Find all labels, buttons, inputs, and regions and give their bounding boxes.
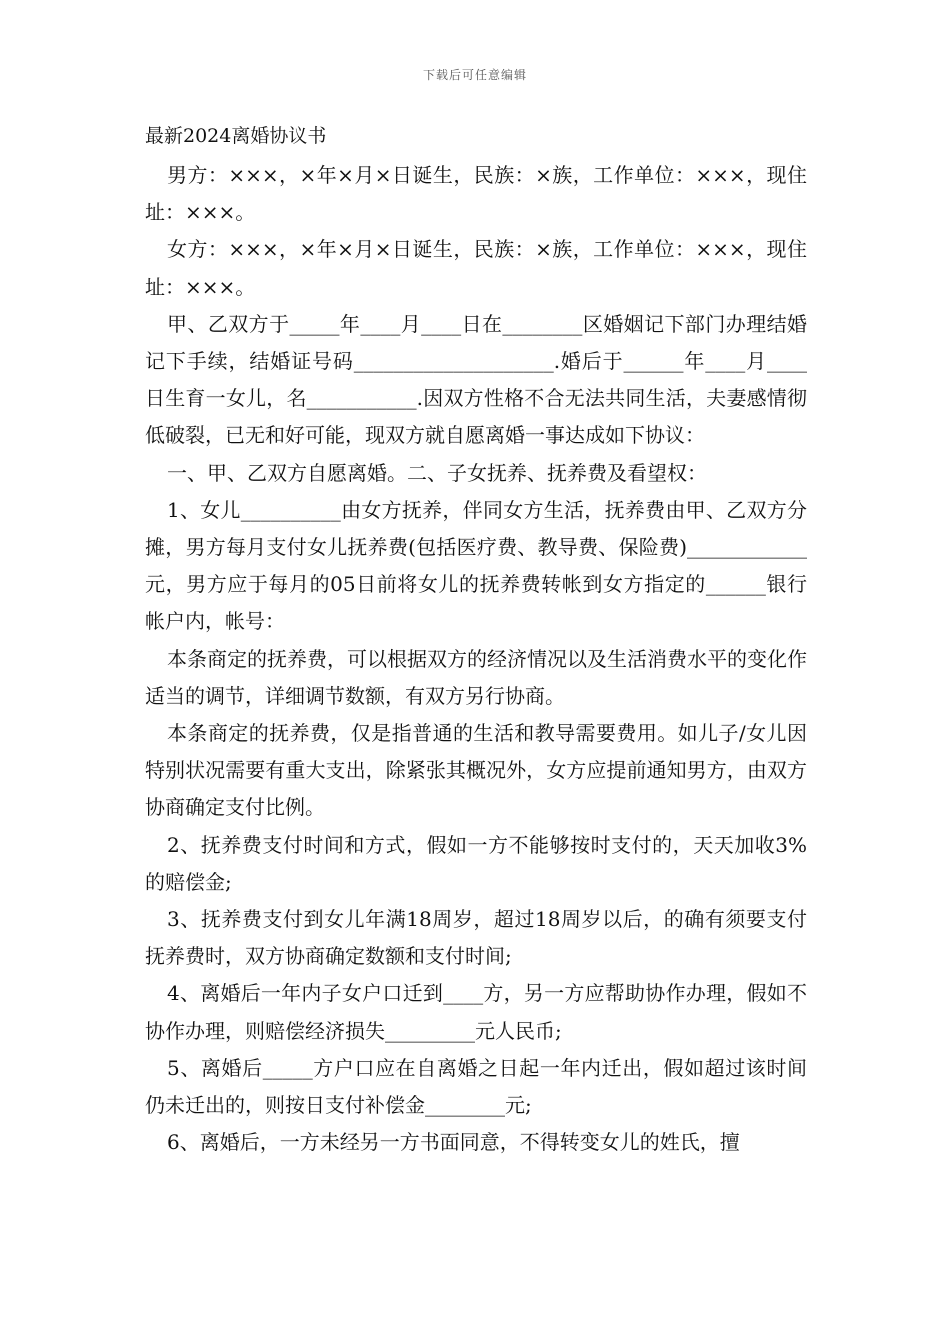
paragraph-clause-one-two: 一、甲、乙双方自愿离婚。二、子女抚养、抚养费及看望权： xyxy=(167,460,707,485)
paragraph-marriage-background: 甲、乙双方于_____年____月____日在________区婚姻记下部门办理结婚记下手续，结婚证号码____________________.婚后于______年____月____日生育一女儿，名___________.因双方性格不合无法共同生活，夫妻感情彻低破裂，已无和好可能，现双方就自愿离婚一事达成如下协议： xyxy=(145,311,807,448)
page-header: 下载后可任意编辑 xyxy=(422,68,527,82)
paragraph-male-party: 男方：×××，×年×月×日诞生，民族：×族，工作单位：×××，现住址：×××。 xyxy=(145,163,807,225)
document-body xyxy=(145,121,807,1161)
paragraph-surname: 6、离婚后，一方未经另一方书面同意，不得转变女儿的姓氏，擅 xyxy=(167,1130,740,1155)
paragraph-female-party: 女方：×××，×年×月×日诞生，民族：×族，工作单位：×××，现住址：×××。 xyxy=(145,237,807,299)
paragraph-household-move-out: 5、离婚后_____方户口应在自离婚之日起一年内迁出，假如超过该时间仍未迁出的，则按日支付补偿金________元; xyxy=(145,1055,807,1118)
paragraph-payment-duration: 3、抚养费支付到女儿年满18周岁，超过18周岁以后，的确有须要支付抚养费时，双方协商确定数额和支付时间; xyxy=(145,907,807,969)
paragraph-support-scope: 本条商定的抚养费，仅是指普通的生活和教导需要费用。如儿子/女儿因特别状况需要有重大支出，除紧张其概况外，女方应提前通知男方，由双方协商确定支付比例。 xyxy=(145,721,807,820)
paragraph-custody: 1、女儿__________由女方抚养，伴同女方生活，抚养费由甲、乙双方分摊，男方每月支付女儿抚养费(包括医疗费、教导费、保险费)____________元，男方应于每月的05日前将女儿的抚养费转帐到女方指定的______银行帐户内，帐号： xyxy=(145,497,807,634)
paragraph-support-adjustment: 本条商定的抚养费，可以根据双方的经济情况以及生活消费水平的变化作适当的调节，详细调节数额，有双方另行协商。 xyxy=(145,646,807,708)
paragraph-payment-method: 2、抚养费支付时间和方式，假如一方不能够按时支付的，天天加收3%的赔偿金; xyxy=(145,832,807,894)
paragraph-household-registration: 4、离婚后一年内子女户口迁到____方，另一方应帮助协作办理，假如不协作办理，则赔偿经济损失_________元人民币; xyxy=(145,981,807,1043)
document-title: 最新2024离婚协议书 xyxy=(145,125,327,147)
